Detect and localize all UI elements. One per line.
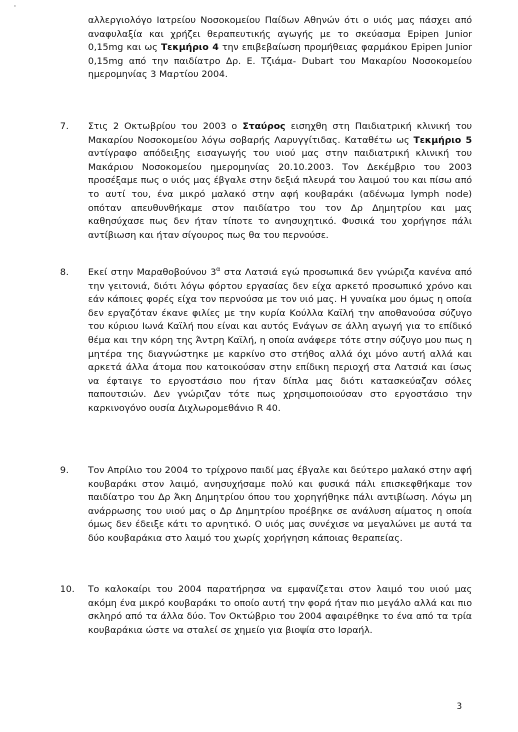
text-run: στα Λατσιά εγώ προσωπικά δεν γνώριζα κανένα από την γειτονιά, διότι λόγω φόρτου εργασίας δεν είχα αρκετό προσωπικό χρόνο και εάν κάποιες φορές είχα τον περνούσα με τον υιό μας. Η γυναίκα μου όμως η οποία δεν εργαζόταν έκανε φιλίες με την κυρία Κούλλα Καϊλή την αποθανούσα σύζυγο του κύριου Ιωνά Καϊλή που είναι και αυτός Ενάγων σε άλλη αγωγή για το επίδικό θέμα και την κόρη της Άντρη Καϊλή, η οποία ανάφερε τότε στην σύζυγο μου πως η μητέρα της διαγνώστηκε με καρκίνο στο στήθος αλλά όχι μόνο αυτή αλλά και αρκετά άλλα άτομα που κατοικούσαν στην επίδικη περιοχή στα Λατσιά και ίσως να έφταιγε το εργοστάσιο που ήταν δίπλα μας διότι κατασκεύαζαν σόλες παπουτσιών. Δεν γνώριζαν τότε πως χρησιμοποιούσαν στο εργοστάσιο την καρκινογόνο ουσία Διχλωρομεθάνιο R 40. <box>88 267 472 414</box>
text-run: την επιβεβαίωση προμήθειας φαρμάκου Epipen Junior 0,15mg από την παιδίατρο Δρ. Ε. Τζιάμα- Dubart του Μακαρίου Νοσοκομείου ημερομηνίας 3 Μαρτίου 2004. <box>88 42 472 81</box>
item-text <box>88 583 472 637</box>
text-run: Στις 2 Οκτωβρίου του 2003 ο <box>88 121 243 132</box>
item-text <box>88 266 472 416</box>
superscript-text: α <box>216 264 221 273</box>
text-run: αντίγραφο απόδειξης εισαγωγής του υιού μας στην παιδιατρική κλινική του Μακάριου Νοσοκομείου ημερομηνίας 20.10.2003. Τον Δεκέμβριο του 2003 προσέξαμε πως ο υιός μας έβγαλε στην δεξιά πλευρά του λαιμού του και πίσω από το αυτί του, ένα μικρό μαλακό στην αφή κουβαράκι (αδένωμα lymph node) οπόταν απευθυνθήκαμε στον παιδίατρο του τον Δρ Δημητρίου και μας καθησύχασε πως δεν ήταν τίποτε το ανησυχητικό. Φυσικά του χορήγησε πάλι αντίβιωση και ήταν σίγουρος πως θα του περνούσε. <box>88 148 472 241</box>
text-run: Εκεί στην Μαραθοβούνου 3 <box>88 267 217 278</box>
text-run: εισηχθη στη Παιδιατρική κλινική του Μακαρίου Νοσοκομείου λόγω σοβαρής Λαρυγγίτιδας. Καταθέτω ως <box>88 121 473 146</box>
item-number: 9. <box>60 465 69 476</box>
list-item-7 <box>60 120 472 242</box>
item-number: 7. <box>60 121 69 132</box>
list-item-10 <box>60 583 472 637</box>
item-text <box>88 120 472 242</box>
intro-paragraph <box>88 14 472 82</box>
bold-text-run: Τεκμήριο 4 <box>161 42 219 54</box>
corner-mark: ' <box>14 4 16 12</box>
list-item-9 <box>60 464 472 546</box>
item-number: 8. <box>60 267 69 278</box>
text-run: Το καλοκαίρι του 2004 παρατήρησα να εμφανίζεται στον λαιμό του υιού μας ακόμη ένα μικρό κουβαράκι το οποίο αυτή την φορά ήταν πιο μεγάλο αλλά και πιο σκληρό από τα άλλα δύο. Τον Οκτώβριο του 2004 αφαιρέθηκε το ένα από τα τρία κουβαράκια ώστε να σταλεί σε χημείο για βιοψία στο Ισραήλ. <box>88 584 472 636</box>
item-number: 10. <box>60 584 75 595</box>
text-run: Τον Απρίλιο του 2004 το τρίχρονο παιδί μας έβγαλε και δεύτερο μαλακό στην αφή κουβαράκι στον λαιμό, ανησυχήσαμε πολύ και φυσικά πάλι επισκεφθήκαμε τον παιδίατρο του Δρ Άκη Δημητρίου όπου του χορηγήθηκε πάλι αντιβίωση. Λόγω μη ανάρρωσης του υιού μας ο Δρ Δημητρίου προέβηκε σε ανάλυση αίματος η οποία όμως δεν έδειξε κάτι το αρνητικό. Ο υιός μας συνέχισε να μεγαλώνει με αυτά τα δύο κουβαράκια στο λαιμό του χωρίς χορήγηση κάποιας θεραπείας. <box>88 465 472 544</box>
page-number: 3 <box>456 702 462 712</box>
item-text <box>88 464 472 546</box>
bold-text-run: Σταύρος <box>242 121 286 132</box>
list-item-8 <box>60 266 472 416</box>
text-run: αλλεργιολόγο Ιατρείου Νοσοκομείου Παίδων Αθηνών ότι ο υιός μας πάσχει από αναφυλαξία και χρήζει θεραπευτικής αγωγής με το σκεύασμα Epipen Junior 0,15mg και ως <box>88 15 472 54</box>
bold-text-run: Τεκμήριο 5 <box>413 134 472 146</box>
